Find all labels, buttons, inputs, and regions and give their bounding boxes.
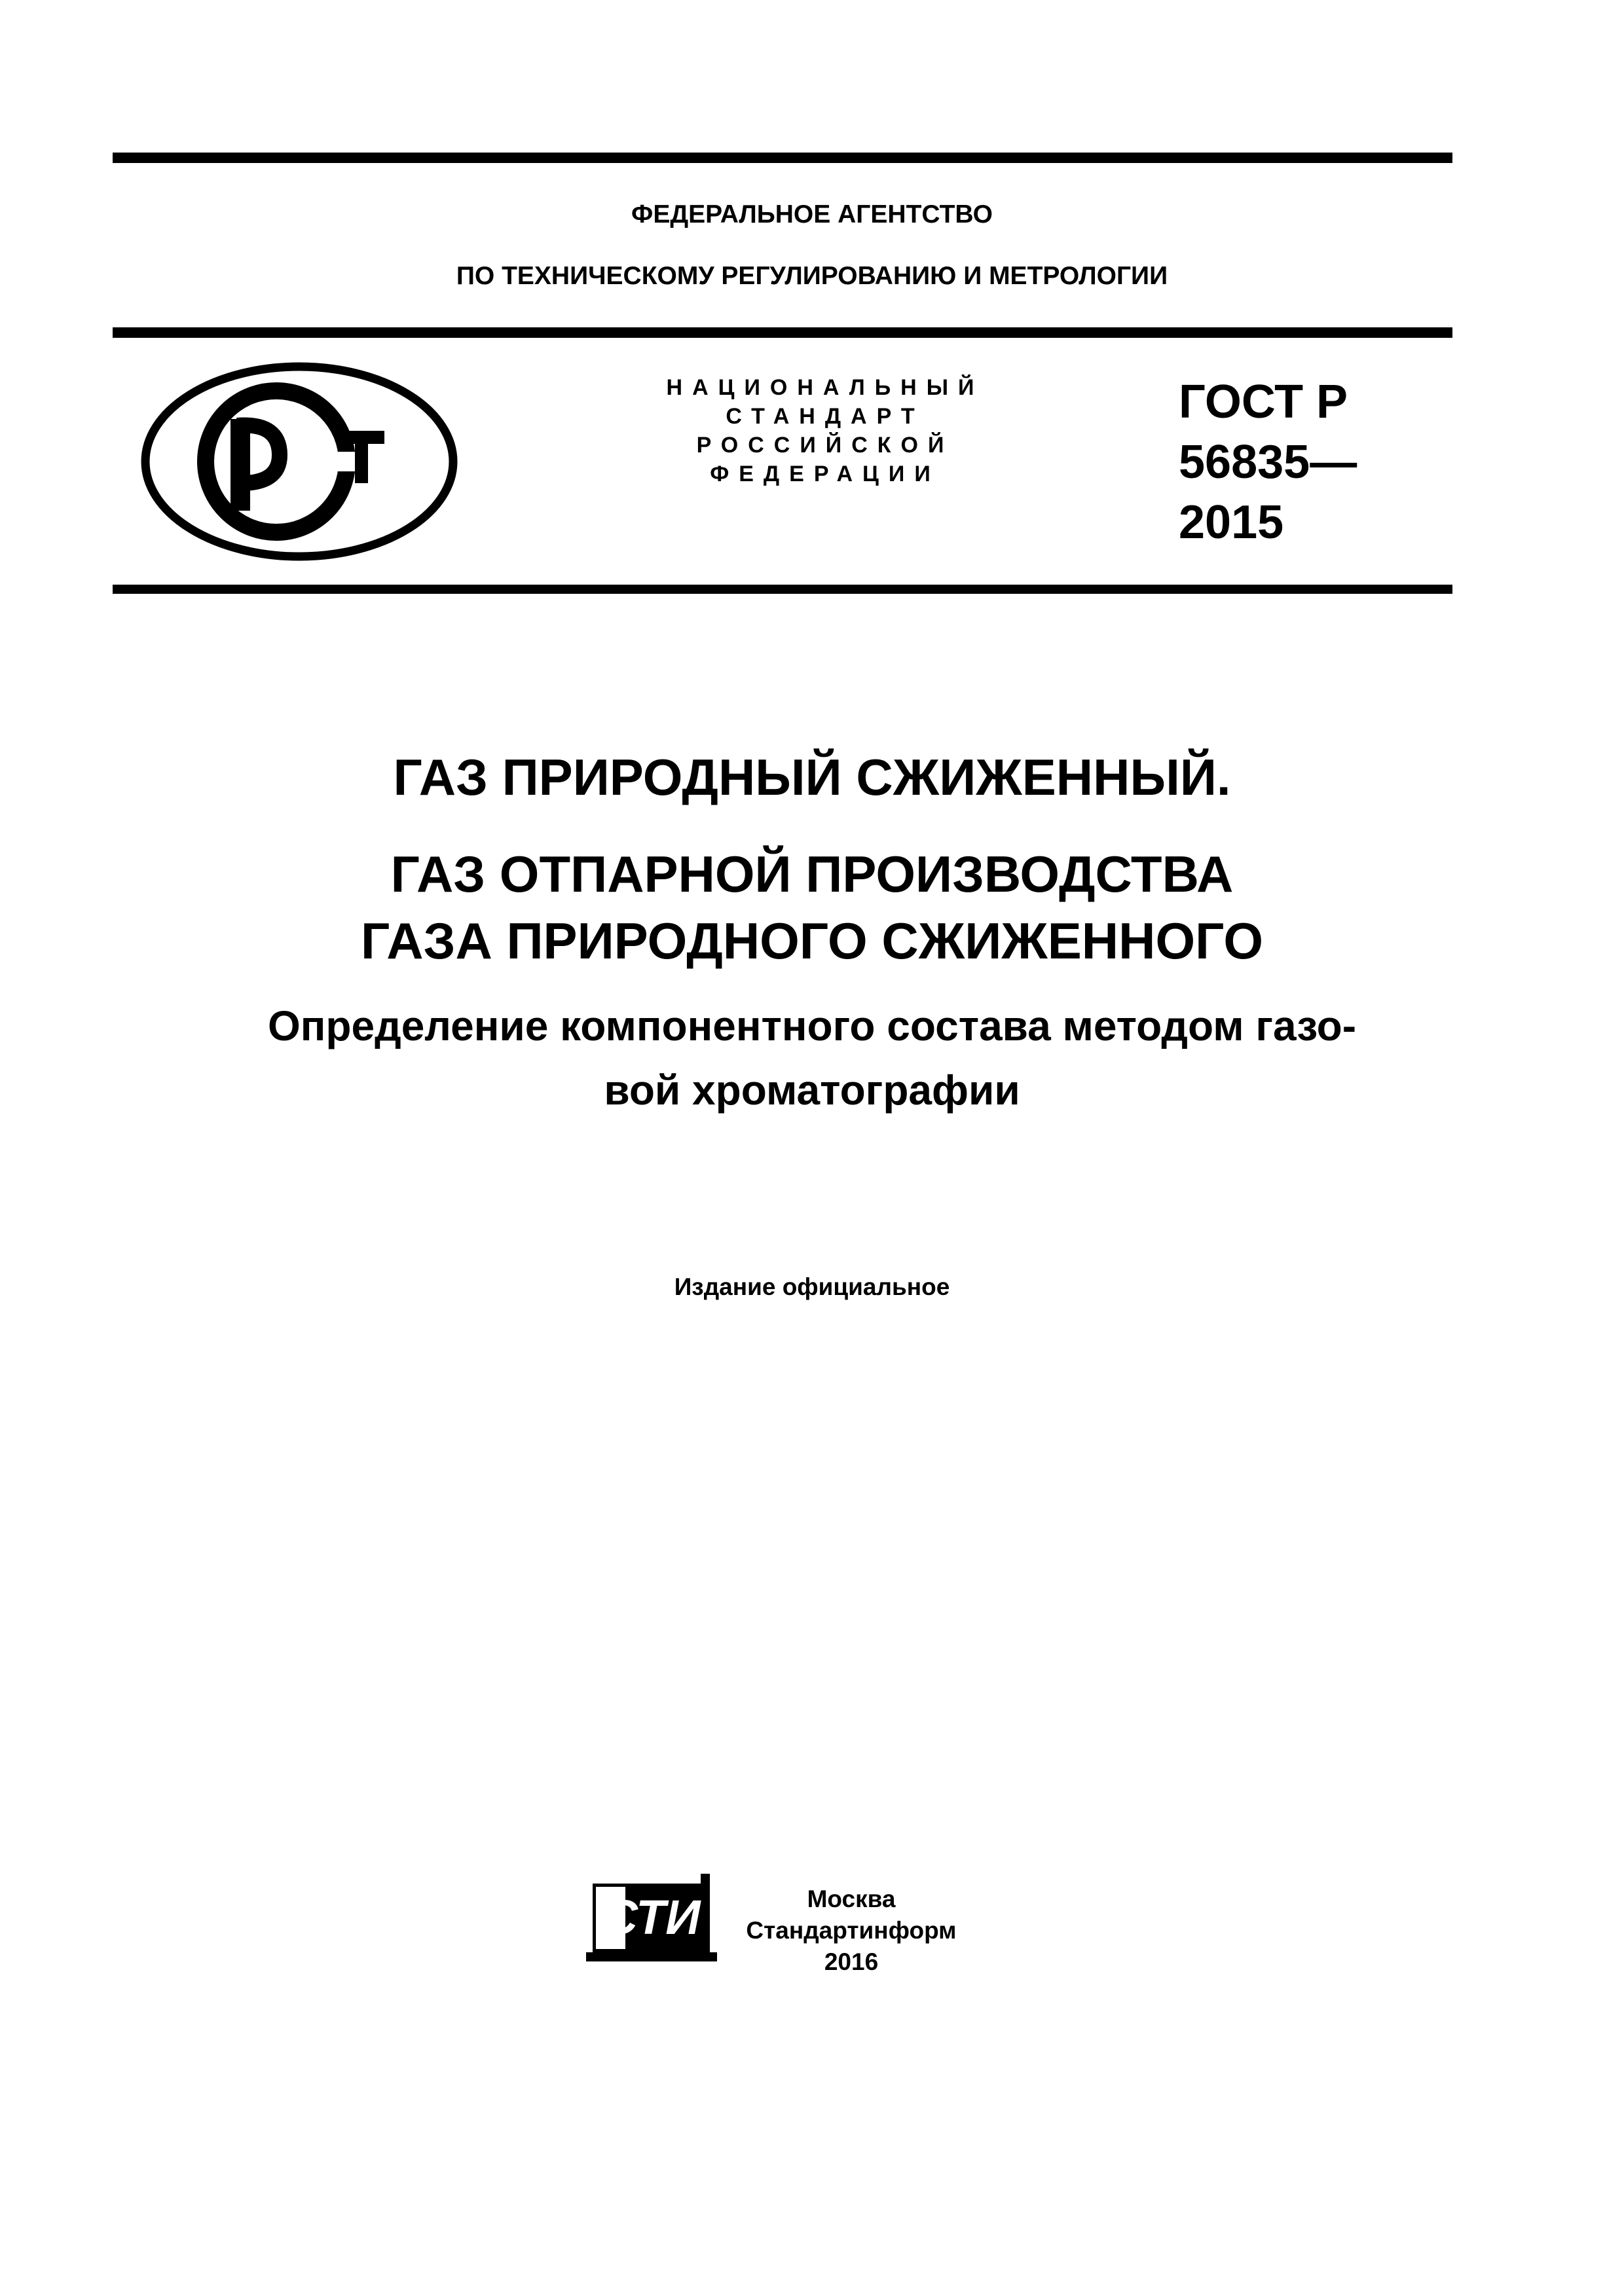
agency-line-2: ПО ТЕХНИЧЕСКОМУ РЕГУЛИРОВАНИЮ И МЕТРОЛОГИИ — [456, 262, 1168, 290]
standard-id-line-2: 56835— — [1179, 436, 1357, 488]
subtitle-line-2: вой хроматографии — [604, 1066, 1020, 1114]
standartinform-logo-icon — [586, 1874, 717, 1965]
publisher-name: Стандартинформ — [746, 1917, 957, 1944]
publisher-year: 2016 — [824, 1948, 879, 1975]
rst-logo — [139, 360, 460, 563]
title-line-3: ГАЗА ПРИРОДНОГО СЖИЖЕННОГО — [361, 912, 1263, 970]
rst-logo-icon — [139, 360, 460, 563]
subtitle-line-1: Определение компонентного состава методом газо- — [267, 1002, 1357, 1049]
agency-line-1: ФЕДЕРАЛЬНОЕ АГЕНТСТВО — [631, 200, 993, 228]
edition-label: Издание официальное — [674, 1273, 950, 1300]
standard-type-line-2: СТАНДАРТ — [726, 404, 925, 429]
header-bottom-rule — [113, 585, 1452, 594]
top-rule — [113, 153, 1452, 163]
standartinform-logo-text: СТИ — [602, 1890, 701, 1944]
title-line-2: ГАЗ ОТПАРНОЙ ПРОИЗВОДСТВА — [390, 845, 1234, 903]
standard-id-line-1: ГОСТ Р — [1179, 376, 1348, 428]
standard-id-line-3: 2015 — [1179, 496, 1284, 549]
standard-type-line-1: НАЦИОНАЛЬНЫЙ — [666, 375, 984, 400]
standard-type-line-4: ФЕДЕРАЦИИ — [710, 462, 940, 486]
title-line-1: ГАЗ ПРИРОДНЫЙ СЖИЖЕННЫЙ. — [393, 748, 1231, 806]
standard-type-line-3: РОССИЙСКОЙ — [696, 433, 954, 458]
publisher-city: Москва — [807, 1886, 896, 1912]
standartinform-logo — [586, 1874, 717, 1965]
header-rule — [113, 327, 1452, 338]
